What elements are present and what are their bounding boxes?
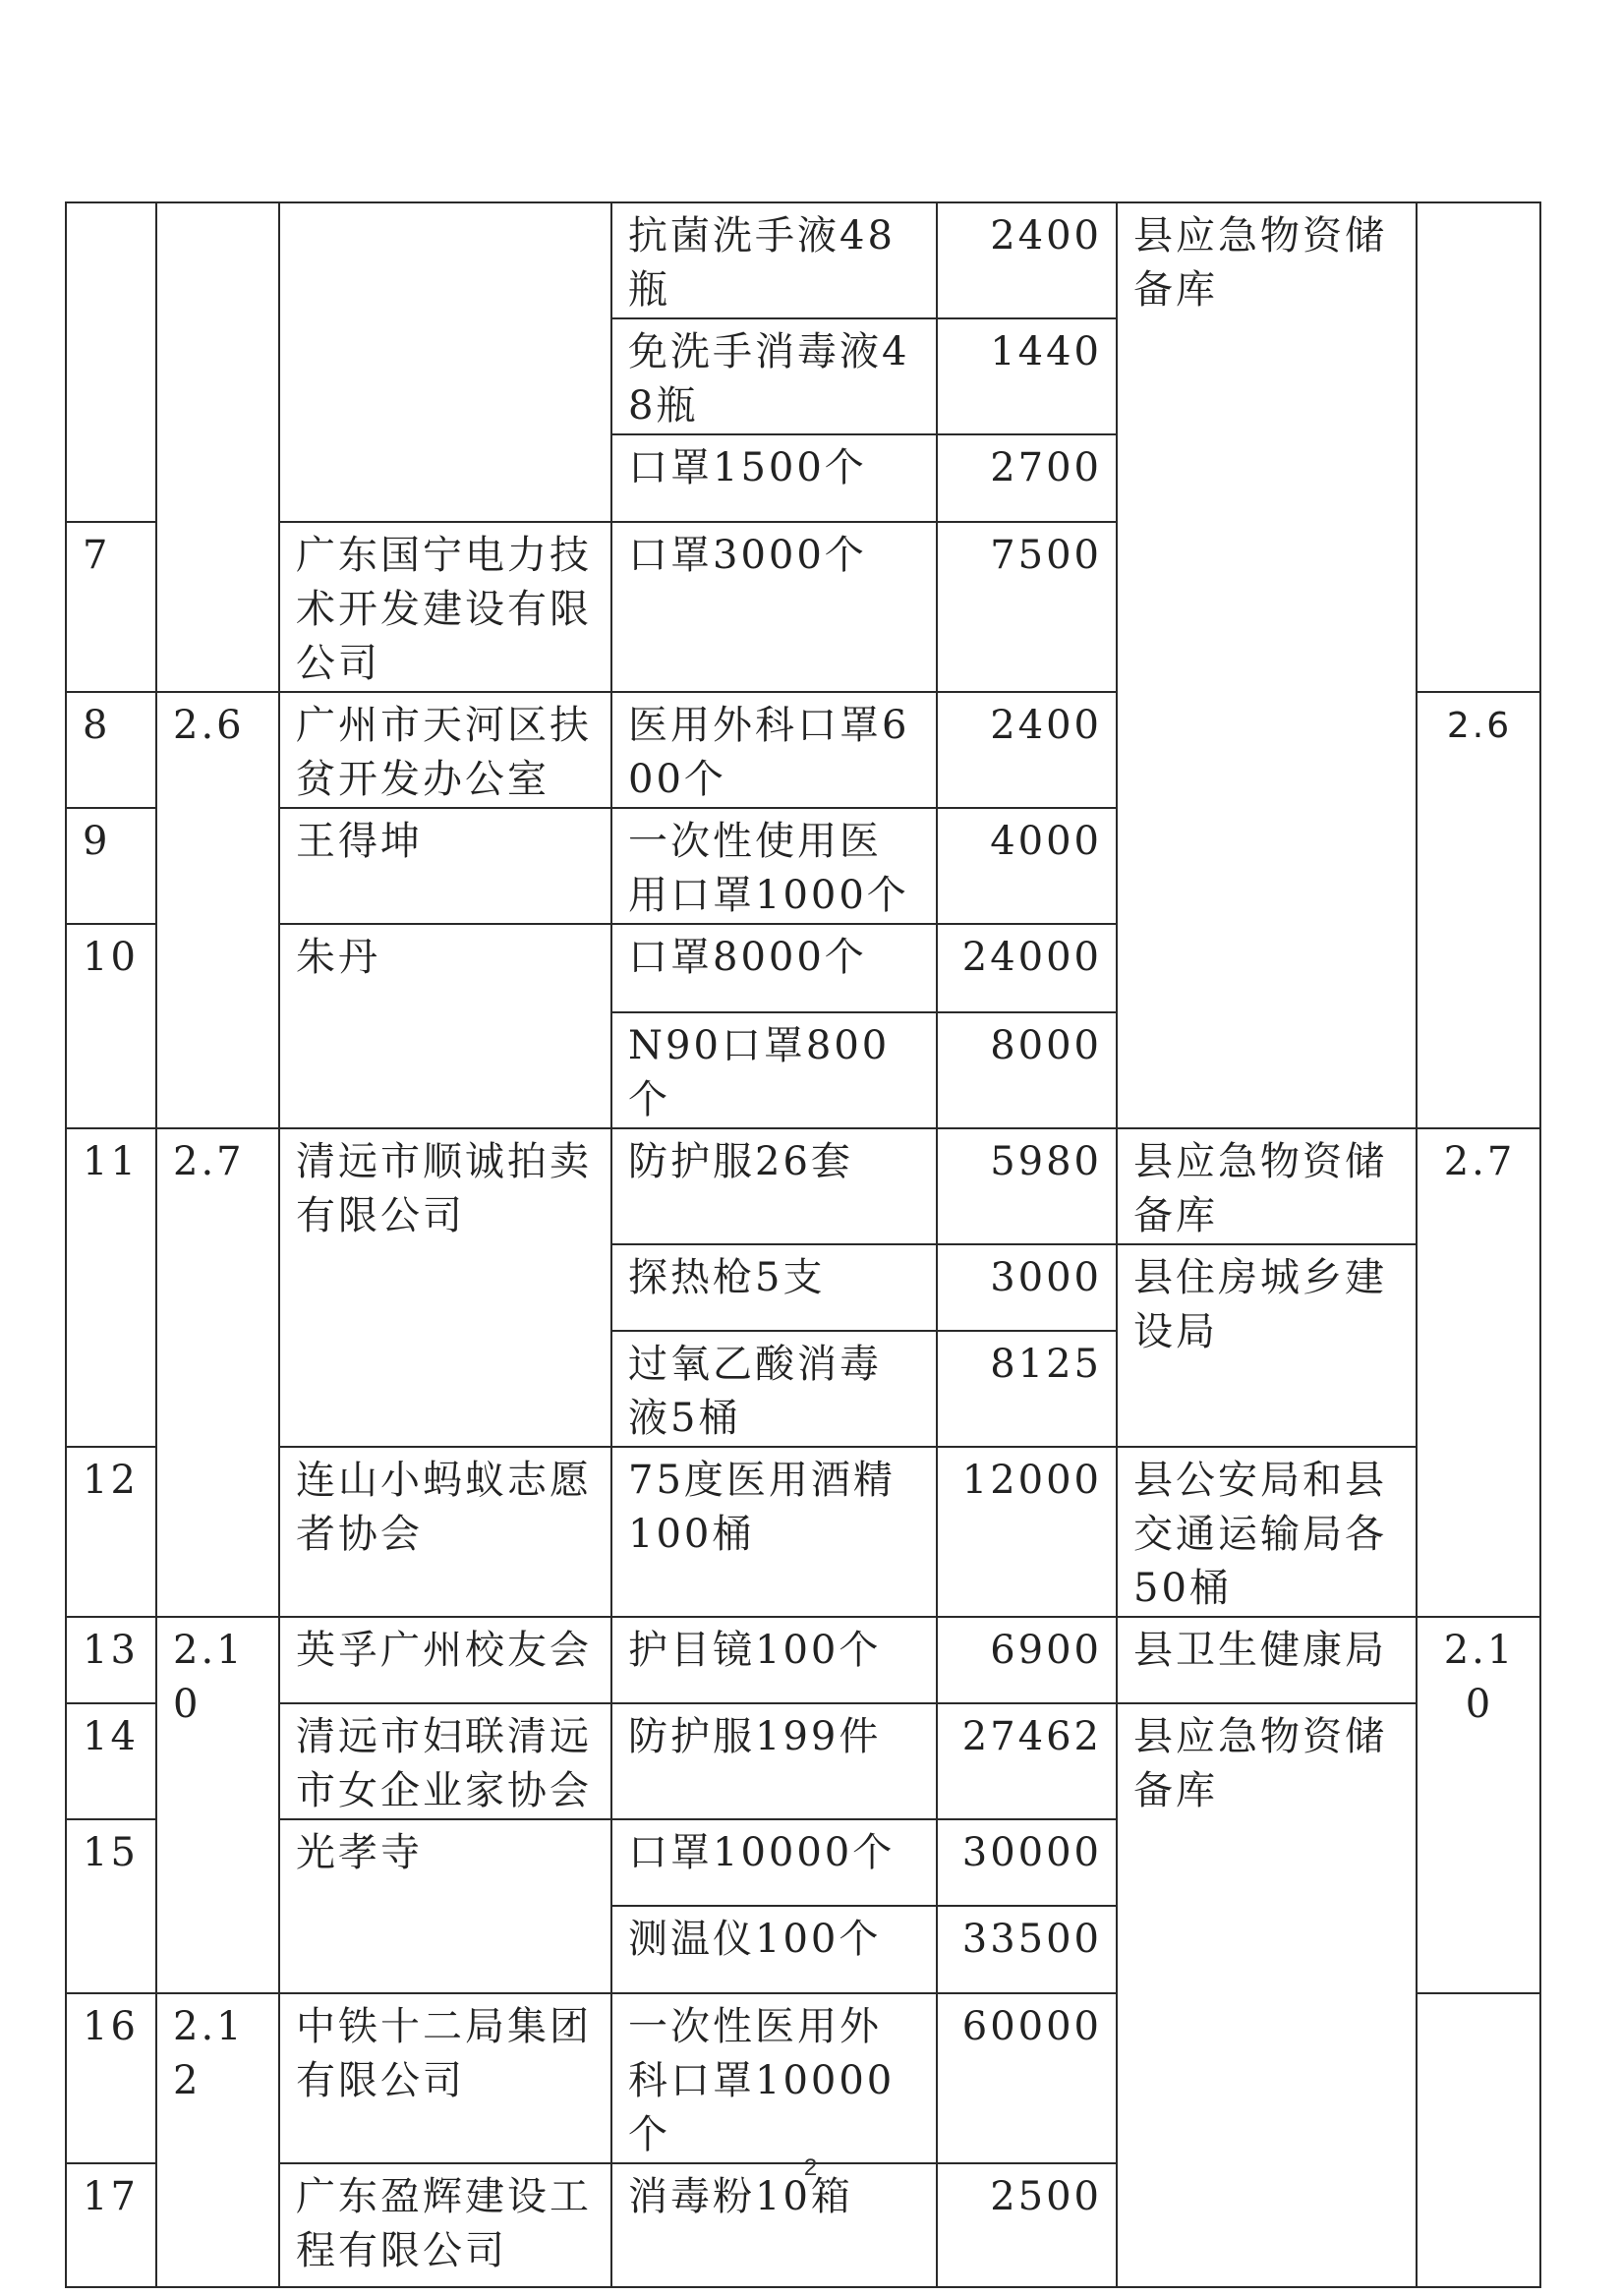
cell-donor: 广东国宁电力技术开发建设有限公司	[279, 522, 611, 692]
cell-no: 8	[66, 692, 156, 808]
cell-dist-date: 2.10	[1417, 1617, 1540, 1993]
cell-amount: 2400	[937, 692, 1117, 808]
cell-amount: 33500	[937, 1906, 1117, 1993]
page-number: 2	[803, 2154, 818, 2181]
cell-item: 抗菌洗手液48瓶	[611, 202, 937, 318]
table-row	[66, 1128, 1540, 1244]
cell-no: 17	[66, 2163, 156, 2287]
cell-amount: 2500	[937, 2163, 1117, 2287]
cell-date: 2.10	[156, 1617, 279, 1993]
cell-dist-date	[1417, 1993, 1540, 2287]
cell-no: 7	[66, 522, 156, 692]
cell-item: 探热枪5支	[611, 1244, 937, 1331]
cell-amount: 2700	[937, 434, 1117, 522]
cell-recipient: 县应急物资储备库	[1117, 1128, 1417, 1244]
cell-no: 15	[66, 1819, 156, 1993]
cell-item: 口罩1500个	[611, 434, 937, 522]
cell-donor: 广东盈辉建设工程有限公司	[279, 2163, 611, 2287]
cell-item: 口罩10000个	[611, 1819, 937, 1906]
cell-amount: 6900	[937, 1617, 1117, 1703]
cell-amount: 7500	[937, 522, 1117, 692]
cell-amount: 2400	[937, 202, 1117, 318]
cell-donor: 王得坤	[279, 808, 611, 924]
cell-date: 2.7	[156, 1128, 279, 1617]
cell-no: 11	[66, 1128, 156, 1447]
cell-donor: 连山小蚂蚁志愿者协会	[279, 1447, 611, 1617]
cell-item: 口罩8000个	[611, 924, 937, 1012]
cell-dist-date: 2.7	[1417, 1128, 1540, 1617]
cell-amount: 4000	[937, 808, 1117, 924]
cell-item: 75度医用酒精100桶	[611, 1447, 937, 1617]
cell-no: 16	[66, 1993, 156, 2163]
cell-donor: 朱丹	[279, 924, 611, 1128]
cell-recipient: 县应急物资储备库	[1117, 1703, 1417, 2287]
cell-no: 13	[66, 1617, 156, 1703]
cell-no	[66, 202, 156, 522]
cell-date: 2.12	[156, 1993, 279, 2287]
cell-dist-date	[1417, 202, 1540, 692]
donation-table	[65, 201, 1541, 2288]
cell-donor: 清远市顺诚拍卖有限公司	[279, 1128, 611, 1447]
cell-item: 一次性医用外科口罩10000个	[611, 1993, 937, 2163]
cell-item: 消毒粉10箱	[611, 2163, 937, 2287]
cell-no: 12	[66, 1447, 156, 1617]
cell-item: 防护服26套	[611, 1128, 937, 1244]
cell-item: 过氧乙酸消毒液5桶	[611, 1331, 937, 1447]
cell-amount: 12000	[937, 1447, 1117, 1617]
cell-amount: 5980	[937, 1128, 1117, 1244]
cell-donor: 英孚广州校友会	[279, 1617, 611, 1703]
cell-item: N90口罩800个	[611, 1012, 937, 1128]
cell-recipient: 县应急物资储备库	[1117, 202, 1417, 1128]
cell-amount: 30000	[937, 1819, 1117, 1906]
cell-recipient: 县住房城乡建设局	[1117, 1244, 1417, 1447]
cell-amount: 1440	[937, 318, 1117, 434]
cell-date	[156, 202, 279, 692]
cell-amount: 24000	[937, 924, 1117, 1012]
cell-item: 测温仪100个	[611, 1906, 937, 1993]
cell-amount: 3000	[937, 1244, 1117, 1331]
cell-amount: 8125	[937, 1331, 1117, 1447]
cell-donor: 广州市天河区扶贫开发办公室	[279, 692, 611, 808]
cell-item: 一次性使用医用口罩1000个	[611, 808, 937, 924]
cell-donor	[279, 202, 611, 522]
cell-item: 免洗手消毒液48瓶	[611, 318, 937, 434]
cell-recipient: 县卫生健康局	[1117, 1617, 1417, 1703]
cell-amount: 8000	[937, 1012, 1117, 1128]
table-row	[66, 202, 1540, 318]
table-row	[66, 1703, 1540, 1819]
table-row	[66, 1617, 1540, 1703]
cell-item: 医用外科口罩600个	[611, 692, 937, 808]
cell-recipient: 县公安局和县交通运输局各50桶	[1117, 1447, 1417, 1617]
cell-no: 14	[66, 1703, 156, 1819]
cell-no: 10	[66, 924, 156, 1128]
cell-item: 防护服199件	[611, 1703, 937, 1819]
cell-donor: 中铁十二局集团有限公司	[279, 1993, 611, 2163]
cell-donor: 清远市妇联清远市女企业家协会	[279, 1703, 611, 1819]
cell-item: 口罩3000个	[611, 522, 937, 692]
table-row	[66, 1447, 1540, 1617]
cell-amount: 60000	[937, 1993, 1117, 2163]
cell-donor: 光孝寺	[279, 1819, 611, 1993]
cell-amount: 27462	[937, 1703, 1117, 1819]
cell-item: 护目镜100个	[611, 1617, 937, 1703]
cell-no: 9	[66, 808, 156, 924]
cell-date: 2.6	[156, 692, 279, 1128]
cell-dist-date: 2.6	[1417, 692, 1540, 1128]
